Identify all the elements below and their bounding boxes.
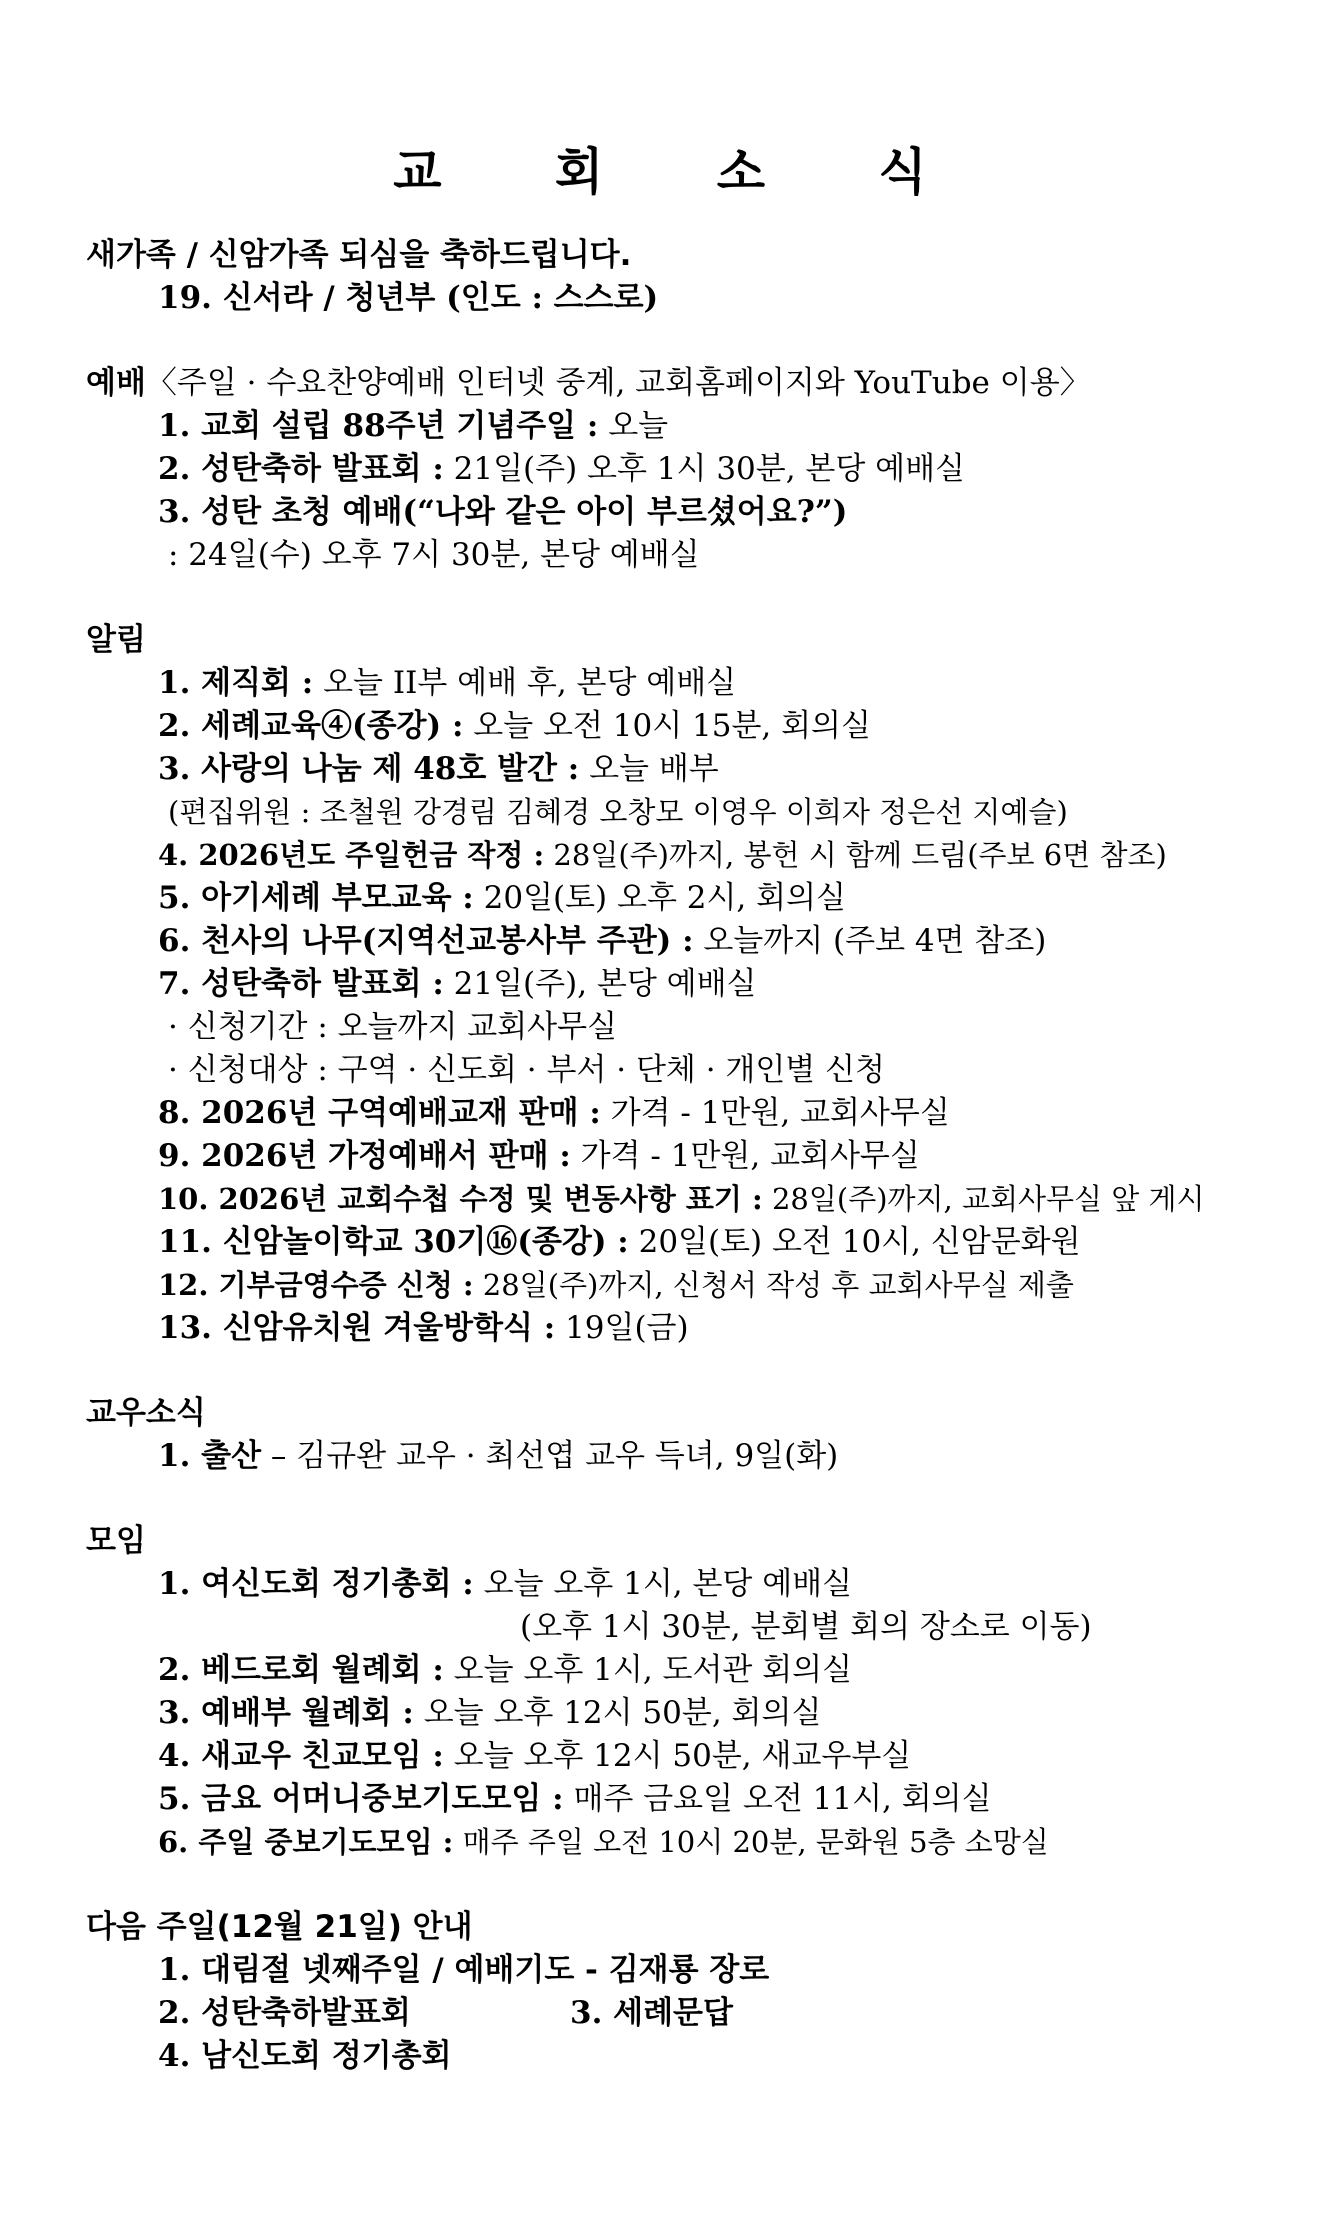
notice-item-9 [158,1136,920,1176]
item-detail: 매주 금요일 오전 11시, 회의실 [563,1781,992,1817]
worship-item-1 [158,406,668,446]
notice-item-10 [158,1179,1205,1219]
item-detail: 20일(토) 오후 2시, 회의실 [473,880,846,916]
item-label: 10. 2026년 교회수첩 수정 및 변동사항 표기 : [158,1182,763,1216]
page-title: 교 회 소 식 [393,143,975,201]
next-sunday-item-3: 3. 세례문답 [570,1995,733,2031]
notice-item-7 [158,964,757,1004]
item-label: 5. 아기세례 부모교육 : [158,880,474,916]
item-detail: 28일(주)까지, 교회사무실 앞 게시 [762,1182,1205,1216]
item-detail: 20일(토) 오전 10시, 신암문화원 [628,1224,1081,1260]
item-detail: 28일(주)까지, 신청서 작성 후 교회사무실 제출 [473,1268,1074,1302]
member-news-item-1 [158,1436,838,1476]
notice-item-1 [158,663,736,703]
notice-item-6 [158,921,1046,961]
item-label: 2. 세례교육④(종강) : [158,708,464,744]
item-detail: 오늘까지 (주보 4면 참조) [693,923,1047,959]
meeting-item-4 [158,1736,911,1776]
item-detail: 가격 - 1만원, 교회사무실 [600,1095,950,1131]
item-detail: 오늘 오전 10시 15분, 회의실 [463,708,871,744]
worship-item-3-detail: : 24일(수) 오후 7시 30분, 본당 예배실 [168,537,700,573]
notice-item-5 [158,878,846,918]
meeting-item-2 [158,1650,852,1690]
item-detail: 오늘 오후 12시 50분, 새교우부실 [443,1738,912,1774]
next-sunday-item-2: 2. 성탄축하발표회 [158,1995,411,2031]
item-detail: 가격 - 1만원, 교회사무실 [570,1138,920,1174]
item-label: 3. 사랑의 나눔 제 48호 발간 : [158,751,580,787]
notice-item-3-editors: (편집위원 : 조철원 강경림 김혜경 오창모 이영우 이희자 정은선 지예슬) [168,795,1068,829]
item-label: 8. 2026년 구역예배교재 판매 : [158,1095,601,1131]
notice-item-12 [158,1265,1074,1305]
item-detail: 21일(주) 오후 1시 30분, 본당 예배실 [443,451,965,487]
item-label: 1. 제직회 : [158,665,314,701]
item-detail: 오늘 오후 1시, 본당 예배실 [473,1566,853,1602]
item-label: 7. 성탄축하 발표회 : [158,966,444,1002]
notice-item-13 [158,1308,689,1348]
meeting-item-1-continuation: (오후 1시 30분, 분회별 회의 장소로 이동) [520,1609,1092,1645]
next-sunday-item-1: 1. 대림절 넷째주일 / 예배기도 - 김재룡 장로 [158,1952,770,1988]
item-detail: 19일(금) [555,1310,689,1346]
section-heading-member-news: 교우소식 [86,1395,206,1431]
meeting-item-1 [158,1564,852,1604]
section-heading-worship [86,363,1091,403]
item-label: 2. 베드로회 월례회 : [158,1652,444,1688]
item-detail: 28일(주)까지, 봉헌 시 함께 드림(주보 6면 참조) [544,838,1167,872]
notice-item-11 [158,1222,1081,1262]
item-label: 9. 2026년 가정예배서 판매 : [158,1138,571,1174]
notice-item-4 [158,835,1167,875]
item-label: 1. 여신도회 정기총회 : [158,1566,474,1602]
item-label: 6. 천사의 나무(지역선교봉사부 주관) : [158,923,694,959]
new-family-item: 19. 신서라 / 청년부 (인도 : 스스로) [158,280,659,316]
meeting-item-6 [158,1822,1049,1862]
item-detail: 오늘 오후 1시, 도서관 회의실 [443,1652,853,1688]
item-detail: 오늘 [598,408,669,444]
item-label: 12. 기부금영수증 신청 : [158,1268,474,1302]
item-label: 5. 금요 어머니중보기도모임 : [158,1781,564,1817]
item-detail: 매주 주일 오전 10시 20분, 문화원 5층 소망실 [453,1825,1049,1859]
item-label: 6. 주일 중보기도모임 : [158,1825,454,1859]
notice-item-7-period: · 신청기간 : 오늘까지 교회사무실 [168,1009,618,1045]
next-sunday-item-4: 4. 남신도회 정기총회 [158,2038,452,2074]
meeting-item-5 [158,1779,992,1819]
section-heading-next-sunday: 다음 주일(12월 21일) 안내 [86,1909,473,1945]
item-label: 4. 2026년도 주일헌금 작정 : [158,838,545,872]
notice-item-2 [158,706,871,746]
item-label: 3. 예배부 월례회 : [158,1695,414,1731]
meeting-item-3 [158,1693,821,1733]
item-label: 13. 신암유치원 겨울방학식 : [158,1310,556,1346]
section-heading-new-family: 새가족 / 신암가족 되심을 축하드립니다. [86,237,632,273]
notice-item-8 [158,1093,950,1133]
section-heading-notices: 알림 [86,622,146,658]
notice-item-7-target: · 신청대상 : 구역 · 신도회 · 부서 · 단체 · 개인별 신청 [168,1052,885,1088]
worship-item-2 [158,449,965,489]
item-label: 4. 새교우 친교모임 : [158,1738,444,1774]
item-label: 1. 출산 [158,1438,262,1474]
item-label: 2. 성탄축하 발표회 : [158,451,444,487]
item-detail: – 김규완 교우 · 최선엽 교우 득녀, 9일(화) [261,1438,839,1474]
item-detail: 오늘 오후 12시 50분, 회의실 [413,1695,822,1731]
item-detail: 오늘 II부 예배 후, 본당 예배실 [313,665,737,701]
worship-item-3: 3. 성탄 초청 예배(“나와 같은 아이 부르셨어요?”) [158,494,848,530]
worship-heading-label: 예배 [86,365,146,401]
notice-item-3 [158,749,719,789]
worship-heading-note: 〈주일 · 수요찬양예배 인터넷 중계, 교회홈페이지와 YouTube 이용〉 [145,365,1091,401]
item-detail: 오늘 배부 [579,751,719,787]
item-label: 1. 교회 설립 88주년 기념주일 : [158,408,599,444]
item-label: 11. 신암놀이학교 30기⑯(종강) : [158,1224,629,1260]
item-detail: 21일(주), 본당 예배실 [443,966,757,1002]
section-heading-meetings: 모임 [86,1523,146,1559]
